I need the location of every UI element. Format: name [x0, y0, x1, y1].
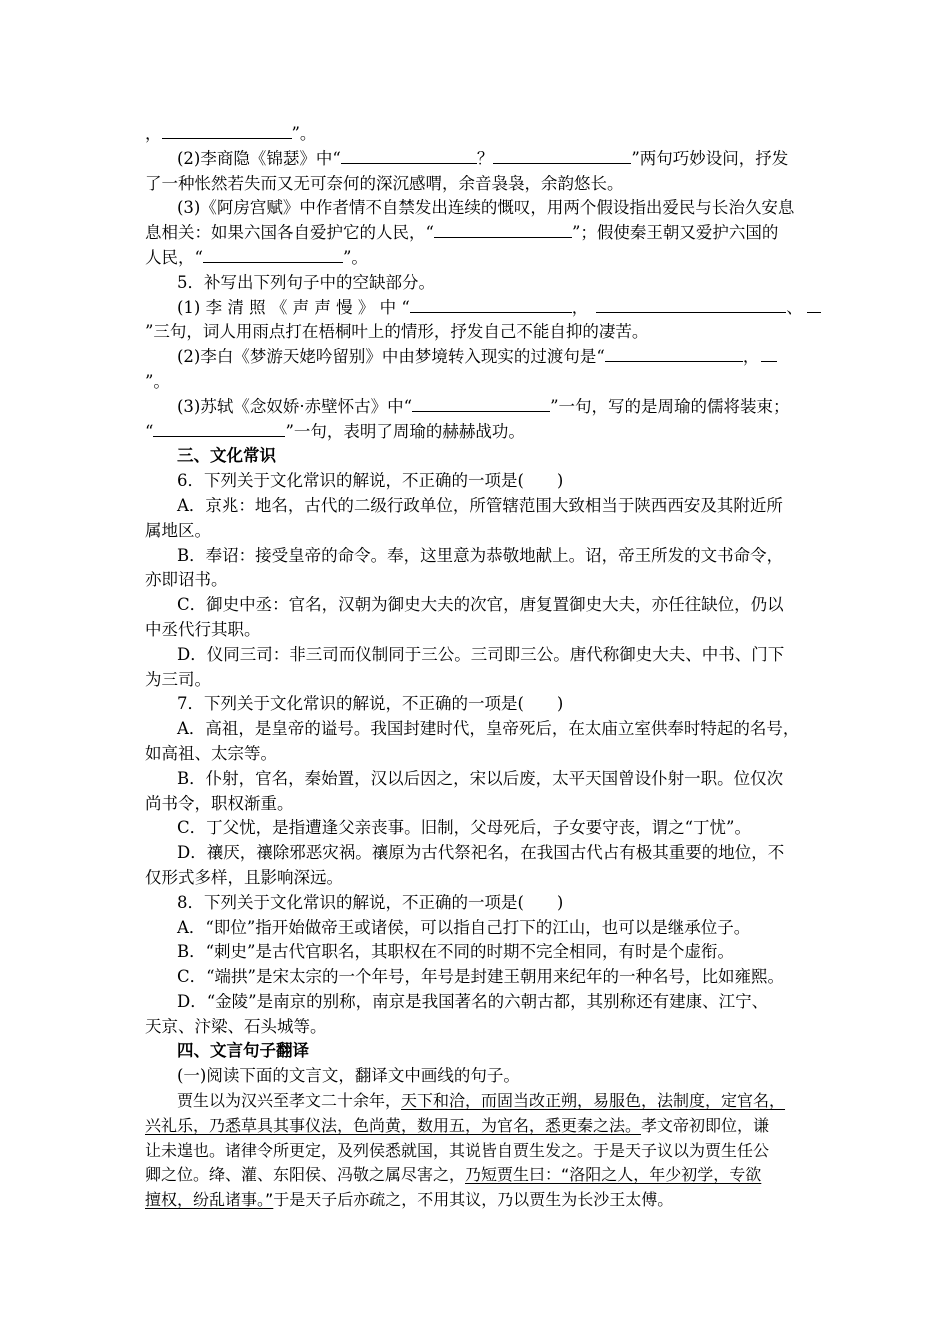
- q7-option-b[interactable]: B．仆射，官名，秦始置，汉以后因之，宋以后废，太平天国曾设仆射一职。位仅次: [177, 768, 784, 788]
- section-4-instruction: (一)阅读下面的文言文，翻译文中画线的句子。: [177, 1066, 520, 1086]
- text: (2)李商隐《锦瑟》中“: [177, 148, 341, 168]
- q6-option-a-cont: 属地区。: [145, 520, 211, 540]
- text: ”；假使秦王朝又爱护六国的: [571, 223, 779, 243]
- q4-3-line-3: [145, 246, 807, 271]
- answer-blank[interactable]: [153, 421, 285, 437]
- text: ”一句，写的是周瑜的儒将装束；: [550, 396, 790, 416]
- q5-3-line-2: [145, 420, 807, 445]
- text: “: [145, 421, 154, 441]
- answer-blank[interactable]: [412, 396, 550, 412]
- answer-blank[interactable]: [162, 123, 292, 139]
- q7-option-b-cont: 尚书令，职权渐重。: [145, 793, 294, 813]
- text: ”。: [291, 124, 317, 143]
- text: ”一句，表明了周瑜的赫赫战功。: [285, 421, 525, 441]
- text: (2)李白《梦游天姥吟留别》中由梦境转入现实的过渡句是“: [177, 347, 605, 367]
- q5-title: 5．补写出下列句子中的空缺部分。: [177, 272, 435, 292]
- text: (1) 李 清 照 《 声 声 慢 》 中 “: [177, 297, 410, 317]
- passage-line-4: [145, 1163, 807, 1188]
- underlined-sentence: 乃短贾生曰：“洛阳之人，年少初学，专欲: [465, 1165, 762, 1185]
- underlined-sentence: 擅权，纷乱诸事。”: [145, 1190, 274, 1210]
- q6-option-d-cont: 为三司。: [145, 669, 211, 689]
- q5-3-line-1: [145, 395, 807, 420]
- q6-stem: 6．下列关于文化常识的解说，不正确的一项是( ): [177, 471, 564, 491]
- q8-option-b[interactable]: B．“刺史”是古代官职名，其职权在不同的时期不完全相同，有时是个虚衔。: [177, 942, 734, 962]
- text: ”。: [342, 247, 368, 267]
- text: 息相关：如果六国各自爱护它的人民，“: [145, 223, 434, 243]
- q6-option-d[interactable]: D．仪同三司：非三司而仪制同于三公。三司即三公。唐代称御史大夫、中书、门下: [177, 644, 785, 664]
- q8-option-d-cont: 天京、汴梁、石头城等。: [145, 1016, 327, 1036]
- q4-3-line-1: (3)《阿房宫赋》中作者情不自禁发出连续的慨叹，用两个假设指出爱民与长治久安息: [177, 198, 795, 218]
- answer-blank[interactable]: [203, 247, 343, 263]
- q6-option-a[interactable]: A．京兆：地名，古代的二级行政单位，所管辖范围大致相当于陕西西安及其附近所: [177, 495, 783, 515]
- q4-2-line-2: 了一种怅然若失而又无可奈何的深沉感喟，余音袅袅，余韵悠长。: [145, 173, 624, 193]
- section-3-heading: 三、文化常识: [177, 446, 276, 466]
- answer-blank[interactable]: [493, 148, 631, 164]
- passage-line-3: 让未遑也。诸律令所更定，及列侯悉就国，其说皆自贾生发之。于是天子议以为贾生任公: [145, 1140, 770, 1160]
- q7-option-d[interactable]: D．禳厌，禳除邪恶灾祸。禳原为古代祭祀名，在我国古代占有极其重要的地位，不: [177, 843, 785, 863]
- answer-blank[interactable]: [605, 346, 743, 362]
- text: 孝文帝初即位，谦: [641, 1115, 770, 1135]
- q6-option-b[interactable]: B．奉诏：接受皇帝的命令。奉，这里意为恭敬地献上。诏，帝王所发的文书命令，: [177, 545, 784, 565]
- answer-blank[interactable]: [761, 346, 777, 362]
- q6-option-c-cont: 中丞代行其职。: [145, 619, 261, 639]
- answer-blank[interactable]: [434, 222, 572, 238]
- q5-2-line-1: [145, 345, 807, 370]
- section-4-heading: 四、文言句子翻译: [177, 1041, 309, 1061]
- text: ，: [571, 297, 589, 317]
- passage-line-1: [145, 1089, 807, 1114]
- text: 人民，“: [145, 247, 203, 267]
- q4-2-line-1: [145, 147, 807, 172]
- text: (3)苏轼《念奴娇·赤壁怀古》中“: [177, 396, 413, 416]
- q8-option-a[interactable]: A．“即位”指开始做帝王或诸侯，可以指自己打下的江山，也可以是继承位子。: [177, 917, 751, 937]
- answer-blank[interactable]: [807, 297, 821, 313]
- q7-option-d-cont: 仅形式多样，且影响深远。: [145, 867, 343, 887]
- text: ，: [145, 124, 162, 143]
- q7-stem: 7．下列关于文化常识的解说，不正确的一项是( ): [177, 694, 564, 714]
- underlined-sentence: 天下和洽，而固当改正朔，易服色，法制度，定官名，: [401, 1091, 786, 1111]
- underlined-sentence: 兴礼乐，乃悉草具其事仪法，色尚黄，数用五，为官名，悉更秦之法。: [145, 1115, 642, 1135]
- answer-blank[interactable]: [341, 148, 477, 164]
- text: 、: [786, 297, 803, 317]
- q5-2-line-2: ”。: [145, 371, 170, 391]
- document-page: [145, 122, 807, 1213]
- q6-option-b-cont: 亦即诏书。: [145, 570, 228, 590]
- q8-option-c[interactable]: C．“端拱”是宋太宗的一个年号，年号是封建王朝用来纪年的一种名号，比如雍熙。: [177, 967, 784, 987]
- text: ，: [742, 347, 760, 367]
- q8-stem: 8．下列关于文化常识的解说，不正确的一项是( ): [177, 892, 564, 912]
- passage-line-2: [145, 1114, 807, 1139]
- text: 贾生以为汉兴至孝文二十余年，: [177, 1091, 402, 1111]
- q7-option-a[interactable]: A．高祖，是皇帝的谥号。我国封建时代，皇帝死后，在太庙立室供奉时特起的名号，: [177, 719, 800, 739]
- q4-line-0: [145, 122, 807, 147]
- q4-3-line-2: [145, 221, 807, 246]
- text: 卿之位。绛、灌、东阳侯、冯敬之属尽害之，: [145, 1165, 466, 1185]
- answer-blank[interactable]: [410, 297, 572, 313]
- q8-option-d[interactable]: D．“金陵”是南京的别称，南京是我国著名的六朝古都，其别称还有建康、江宁、: [177, 991, 769, 1011]
- q7-option-a-cont: 如高祖、太宗等。: [145, 743, 277, 763]
- q5-1-line-1: [145, 296, 807, 321]
- text: ”两句巧妙设问，抒发: [631, 148, 789, 168]
- q6-option-c[interactable]: C．御史中丞：官名，汉朝为御史大夫的次官，唐复置御史大夫，亦任往缺位，仍以: [177, 595, 784, 615]
- q5-1-line-2: ”三句，词人用雨点打在梧桐叶上的情形，抒发自己不能自抑的凄苦。: [145, 322, 649, 342]
- answer-blank[interactable]: [596, 297, 786, 313]
- passage-line-5: [145, 1188, 807, 1213]
- text: 于是天子后亦疏之，不用其议，乃以贾生为长沙王太傅。: [273, 1190, 674, 1210]
- text: ？: [476, 148, 494, 168]
- classical-passage: [145, 1089, 807, 1213]
- q7-option-c[interactable]: C．丁父忧，是指遭逢父亲丧事。旧制，父母死后，子女要守丧，谓之“丁忧”。: [177, 818, 751, 838]
